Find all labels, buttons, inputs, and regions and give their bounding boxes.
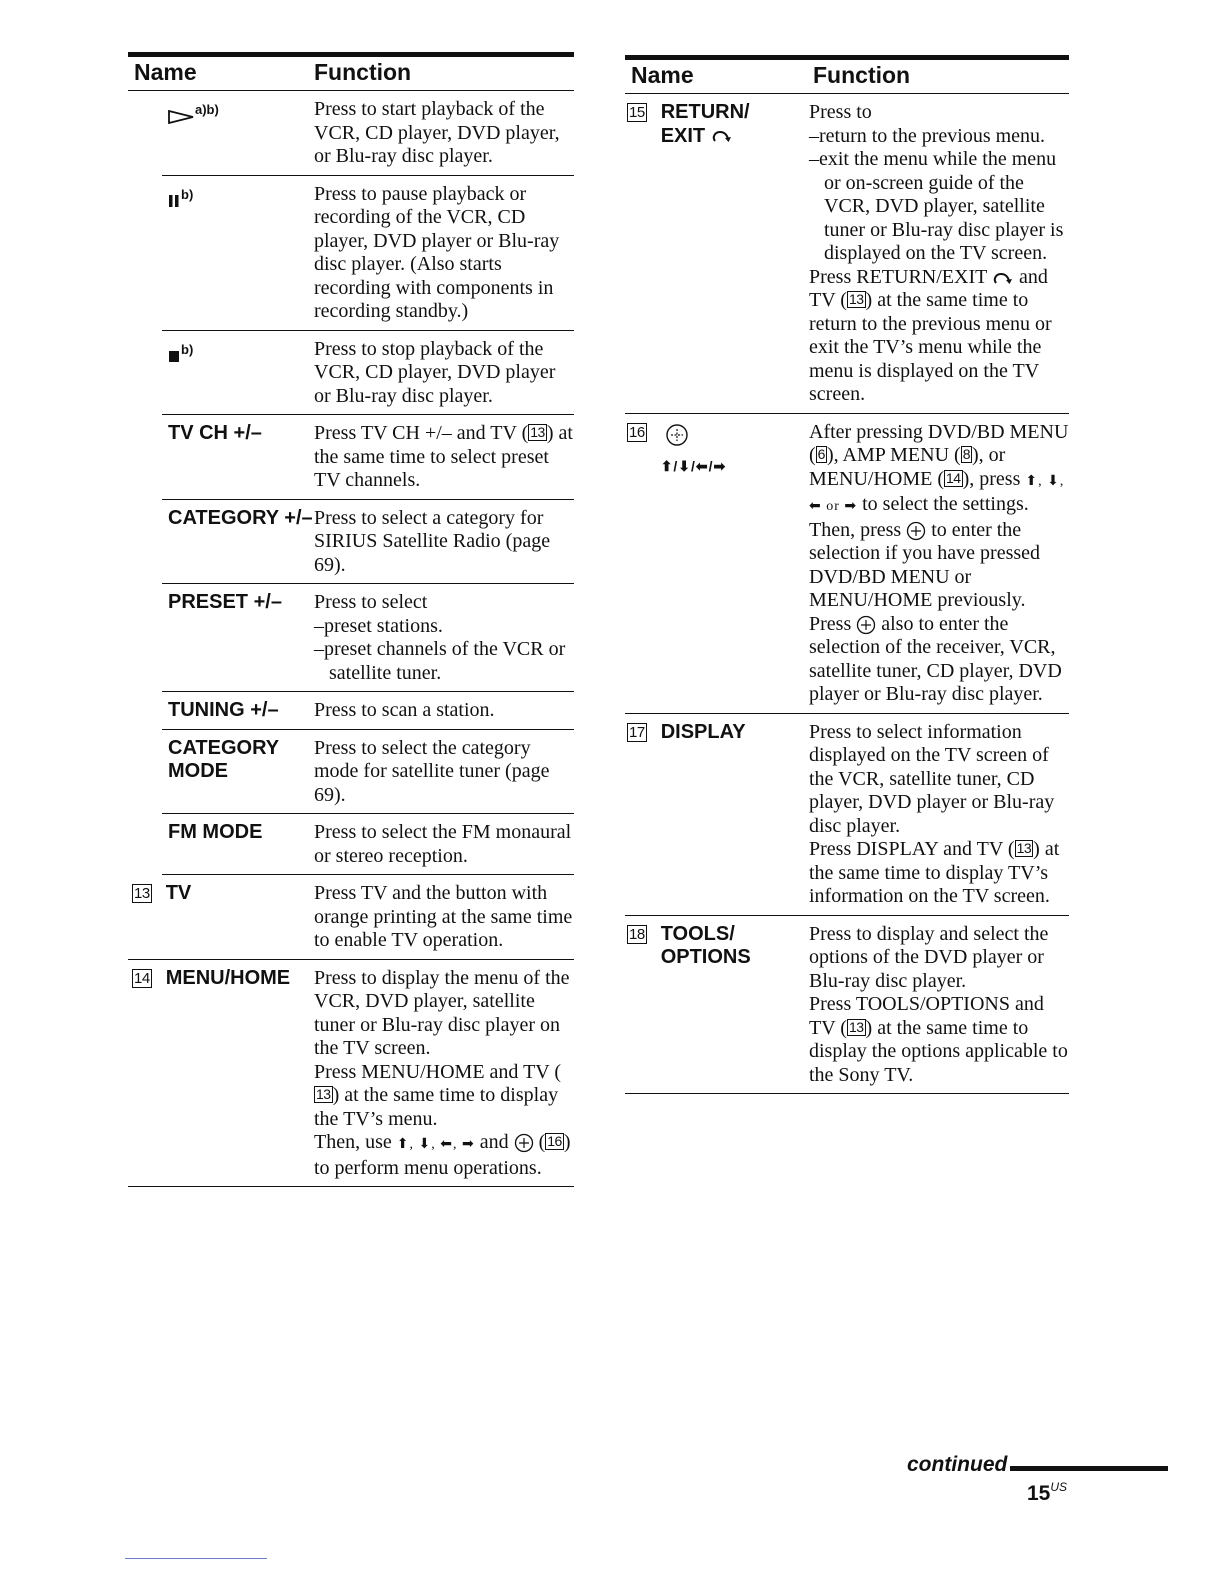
enter-button-icon <box>514 1133 534 1153</box>
stop-button-name: b) <box>162 338 314 409</box>
table-row <box>162 415 574 500</box>
tools-options-name: 18 TOOLS/ OPTIONS <box>629 922 751 968</box>
table-row <box>162 176 574 331</box>
row-function: Press to –return to the previous menu. –exit the menu while the menu or on-screen guide of the VCR, DVD player, satellite tuner or Blu-ray disc player is displayed on the TV screen. Press RETURN/EXIT and TV ( 13 ) at the same time to return to the previous menu or exit the TV’s menu while the menu is displayed on the TV screen. <box>809 101 1064 405</box>
ref-number: 13 <box>848 1018 864 1035</box>
row-function: Press to select the FM monaural or stereo reception. <box>314 821 572 867</box>
preset-name: PRESET +/– <box>168 591 282 613</box>
ref-number: 13 <box>530 424 545 440</box>
ref-number: 13 <box>848 291 864 307</box>
table-row <box>162 692 574 730</box>
row-function: Press to select information displayed on the TV screen of the VCR, satellite tuner, CD player, DVD player or Blu-ray disc player. Press DISPLAY and TV ( 13 ) at the same time to display TV’s information on the TV screen. <box>809 720 1060 907</box>
table-row <box>625 94 1069 414</box>
ref-number: 14 <box>946 469 961 486</box>
ref-number: 8 <box>962 446 970 462</box>
table-row <box>162 730 574 815</box>
stop-icon <box>168 349 180 363</box>
row-function: Press to select a category for SIRIUS Satellite Radio (page 69). <box>314 506 551 576</box>
table-row <box>162 814 574 875</box>
row-function: Press TV CH +/– and TV ( 13 ) at the same time to select preset TV channels. <box>314 422 573 491</box>
left-function-table <box>128 52 574 1187</box>
category-name: CATEGORY +/– <box>168 506 313 529</box>
arrow-keys-icon: ⬆, ⬇, ⬅ or ➡ <box>809 473 1065 514</box>
fm-mode-name: FM MODE <box>168 821 263 843</box>
table-row <box>162 331 574 416</box>
table-header <box>128 57 574 91</box>
ref-number: 16 <box>547 1133 562 1149</box>
item-number: 13 <box>134 885 150 902</box>
header-name: Name <box>631 62 694 88</box>
enter-button-icon <box>856 615 876 635</box>
row-function: After pressing DVD/BD MENU ( 6 ), AMP MENU ( 8 ), or MENU/HOME ( 14 ), press ⬆, ⬇, ⬅ or ➡ to select the settings. Then, press to enter the selection if you have pressed DVD/BD MENU or MENU/HOME previously. Press also to enter the selection of the receiver, VCR, satellite tuner, CD player, DVD player or Blu-ray disc player. <box>809 420 1069 705</box>
enter-button-icon <box>906 521 926 541</box>
enter-arrows-name <box>625 421 809 707</box>
continued-label: continued <box>907 1453 1008 1476</box>
return-arrow-icon <box>992 271 1014 285</box>
table-row <box>128 960 574 1188</box>
tv-ch-name: TV CH +/– <box>168 422 262 444</box>
ref-number: 13 <box>1016 840 1032 856</box>
row-function: Press to display the menu of the VCR, DVD player, satellite tuner or Blu-ray disc player on the TV screen. Press MENU/HOME and TV (13 ) at the same time to display the TV’s menu. Then, use ⬆, ⬇, ⬅, ➡ and ( 16 ) to perform menu operations. <box>314 966 571 1179</box>
row-function: Press to pause playback or recording of the VCR, CD player, DVD player or Blu-ray disc player. (Also starts recording with components in recording standby.) <box>314 182 560 322</box>
play-button-name: a)b) <box>162 98 314 169</box>
play-icon <box>168 110 194 124</box>
right-function-table <box>625 55 1069 1094</box>
item-number: 17 <box>629 723 645 741</box>
table-header <box>625 60 1069 94</box>
return-exit-name: 15 RETURN/ EXIT <box>629 101 750 147</box>
page-number: $15^{US}$ <box>1027 1480 1068 1505</box>
table-row <box>625 916 1069 1095</box>
table-row <box>162 584 574 692</box>
table-row <box>128 875 574 960</box>
header-name: Name <box>134 59 197 85</box>
display-name: 17 DISPLAY <box>629 720 746 743</box>
tv-name: 13 TV <box>134 882 192 904</box>
row-function: Press to stop playback of the VCR, CD player, DVD player or Blu-ray disc player. <box>314 337 556 407</box>
return-arrow-icon <box>711 129 733 143</box>
header-function: Function <box>314 59 412 85</box>
pause-icon <box>168 194 180 208</box>
header-function: Function <box>813 62 911 88</box>
pause-button-name: b) <box>162 183 314 324</box>
row-function: Press TV and the button with orange printing at the same time to enable TV operation. <box>314 882 573 951</box>
continued-bar <box>1010 1466 1168 1471</box>
item-number: 18 <box>629 925 645 943</box>
table-row <box>625 414 1069 714</box>
row-function: Press to display and select the options of the DVD player or Blu-ray disc player. Press TOOLS/OPTIONS and TV ( 13 ) at the same time to display the options applicable to the Sony TV. <box>809 922 1068 1086</box>
ref-number: 13 <box>316 1086 331 1102</box>
category-mode-name: CATEGORY MODE <box>168 736 279 782</box>
menu-home-name: 14 MENU/HOME <box>134 966 291 989</box>
ref-number: 6 <box>817 446 825 462</box>
row-function: Press to select the category mode for satellite tuner (page 69). <box>314 736 550 806</box>
arrow-keys-icon: ⬆, ⬇, ⬅, ➡ <box>396 1137 475 1152</box>
table-row <box>625 714 1069 916</box>
row-function: Press to scan a station. <box>314 699 495 721</box>
row-function: Press to select –preset stations. –preset channels of the VCR or satellite tuner. <box>314 591 566 684</box>
item-number: 14 <box>134 969 150 987</box>
tuning-name: TUNING +/– <box>168 699 279 721</box>
row-function: Press to start playback of the VCR, CD player, DVD player, or Blu-ray disc player. <box>314 98 560 167</box>
enter-button-icon <box>665 423 689 447</box>
table-row <box>162 500 574 585</box>
table-row <box>162 91 574 176</box>
arrow-keys-icon: ⬆/⬇/⬅/➡ <box>660 457 727 474</box>
item-number: 16 <box>629 423 645 441</box>
item-number: 15 <box>629 104 645 121</box>
footer-line <box>125 1558 267 1559</box>
